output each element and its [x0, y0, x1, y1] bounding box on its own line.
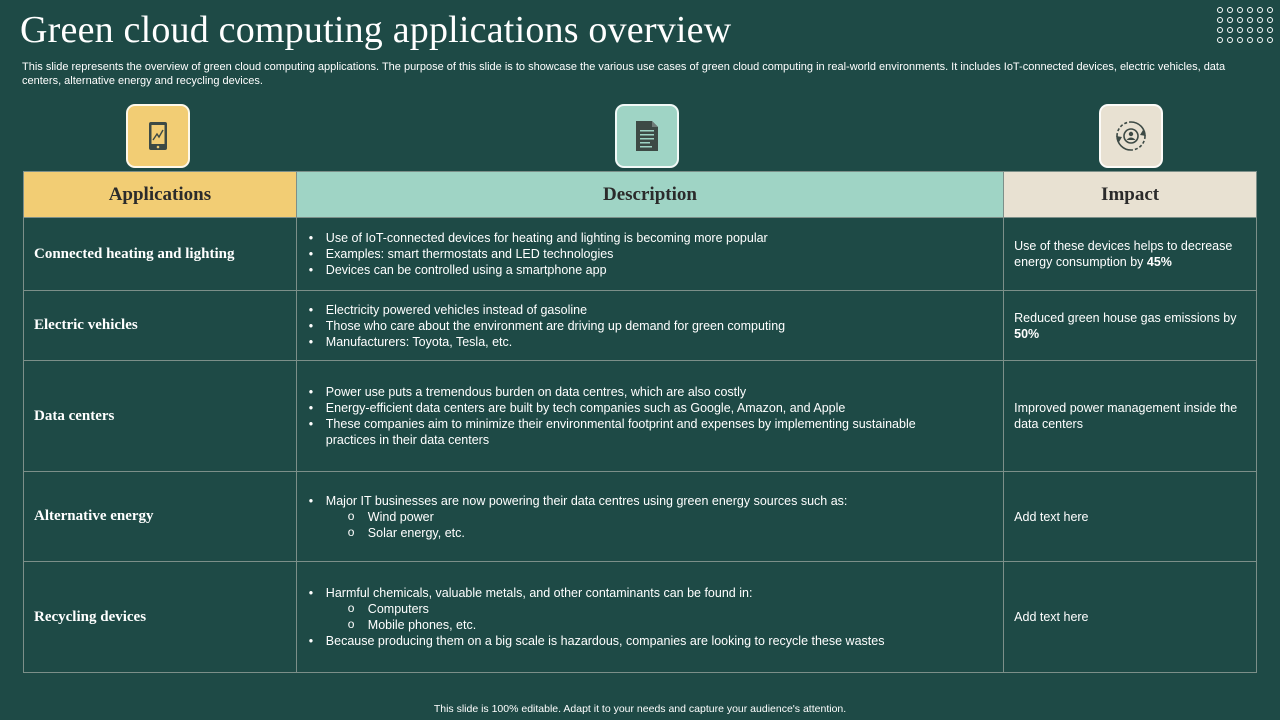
application-name: Connected heating and lighting	[24, 218, 297, 291]
impact-icon-box	[1099, 104, 1163, 168]
application-name: Recycling devices	[24, 562, 297, 673]
applications-icon-box	[126, 104, 190, 168]
table-row	[24, 472, 1257, 562]
description-sub-bullet: o Solar energy, etc.	[348, 525, 1003, 541]
description-bullet: • Energy-efficient data centers are built by tech companies such as Google, Amazon, and Apple	[309, 400, 1003, 416]
description-icon-box	[615, 104, 679, 168]
smartphone-icon	[147, 121, 169, 151]
slide-footer: This slide is 100% editable. Adapt it to your needs and capture your audience's attention.	[433, 703, 847, 715]
impact-text: Reduced green house gas emissions by	[1014, 310, 1237, 325]
description-sub-bullet: o Computers	[348, 601, 1003, 617]
impact-percentage: 50%	[1014, 326, 1040, 341]
application-name: Alternative energy	[24, 472, 297, 562]
impact-cell: Add text here	[1004, 472, 1257, 562]
description-cell	[296, 291, 1003, 361]
description-bullet	[309, 493, 1003, 541]
document-icon	[635, 120, 659, 152]
description-cell	[296, 562, 1003, 673]
header-description: Description	[296, 172, 1003, 218]
description-sub-bullet: o Wind power	[348, 509, 1003, 525]
recycle-gear-icon	[1113, 118, 1149, 154]
description-bullet-text: Major IT businesses are now powering their data centres using green energy sources such as:	[325, 493, 848, 508]
impact-cell: Improved power management inside the data centers	[1004, 361, 1257, 472]
description-bullet: • Because producing them on a big scale is hazardous, companies are looking to recycle these wastes	[309, 633, 1003, 649]
description-bullet: • Manufacturers: Toyota, Tesla, etc.	[309, 334, 1003, 350]
description-cell	[296, 218, 1003, 291]
table-row	[24, 291, 1257, 361]
description-bullet: • These companies aim to minimize their environmental footprint and expenses by implementing sustainable practices in their data centers	[309, 416, 1003, 448]
description-bullet	[309, 585, 1003, 633]
applications-table	[23, 171, 1257, 673]
application-name: Data centers	[24, 361, 297, 472]
header-applications: Applications	[24, 172, 297, 218]
description-bullet: • Electricity powered vehicles instead of gasoline	[309, 302, 1003, 318]
description-bullet: • Examples: smart thermostats and LED technologies	[309, 246, 1003, 262]
table-row	[24, 361, 1257, 472]
slide-title: Green cloud computing applications overview	[20, 9, 732, 51]
table-row	[24, 562, 1257, 673]
description-bullet: • Use of IoT-connected devices for heating and lighting is becoming more popular	[309, 230, 1003, 246]
description-sub-bullet: o Mobile phones, etc.	[348, 617, 1003, 633]
description-bullet-text: Harmful chemicals, valuable metals, and other contaminants can be found in:	[325, 586, 753, 600]
impact-cell: Add text here	[1004, 562, 1257, 673]
description-bullet: • Power use puts a tremendous burden on data centres, which are also costly	[309, 384, 1003, 400]
slide-subtitle: This slide represents the overview of green cloud computing applications. The purpose of this slide is to showcase the various use cases of green cloud computing in real-world environments. It includes IoT-connected devices, electric vehicles, data centers, alternative energy and recycling devices.	[22, 61, 1226, 87]
description-cell	[296, 361, 1003, 472]
header-impact: Impact	[1004, 172, 1257, 218]
application-name: Electric vehicles	[24, 291, 297, 361]
decorative-dots-icon	[1215, 5, 1275, 45]
description-cell	[296, 472, 1003, 562]
description-bullet: • Those who care about the environment are driving up demand for green computing	[309, 318, 1003, 334]
description-bullet: • Devices can be controlled using a smartphone app	[309, 262, 1003, 278]
impact-percentage: 45%	[1146, 255, 1172, 269]
table-header-row	[24, 172, 1257, 218]
impact-text: Use of these devices helps to decrease energy consumption by	[1014, 239, 1233, 269]
impact-cell	[1004, 218, 1257, 291]
table-row	[24, 218, 1257, 291]
impact-cell	[1004, 291, 1257, 361]
